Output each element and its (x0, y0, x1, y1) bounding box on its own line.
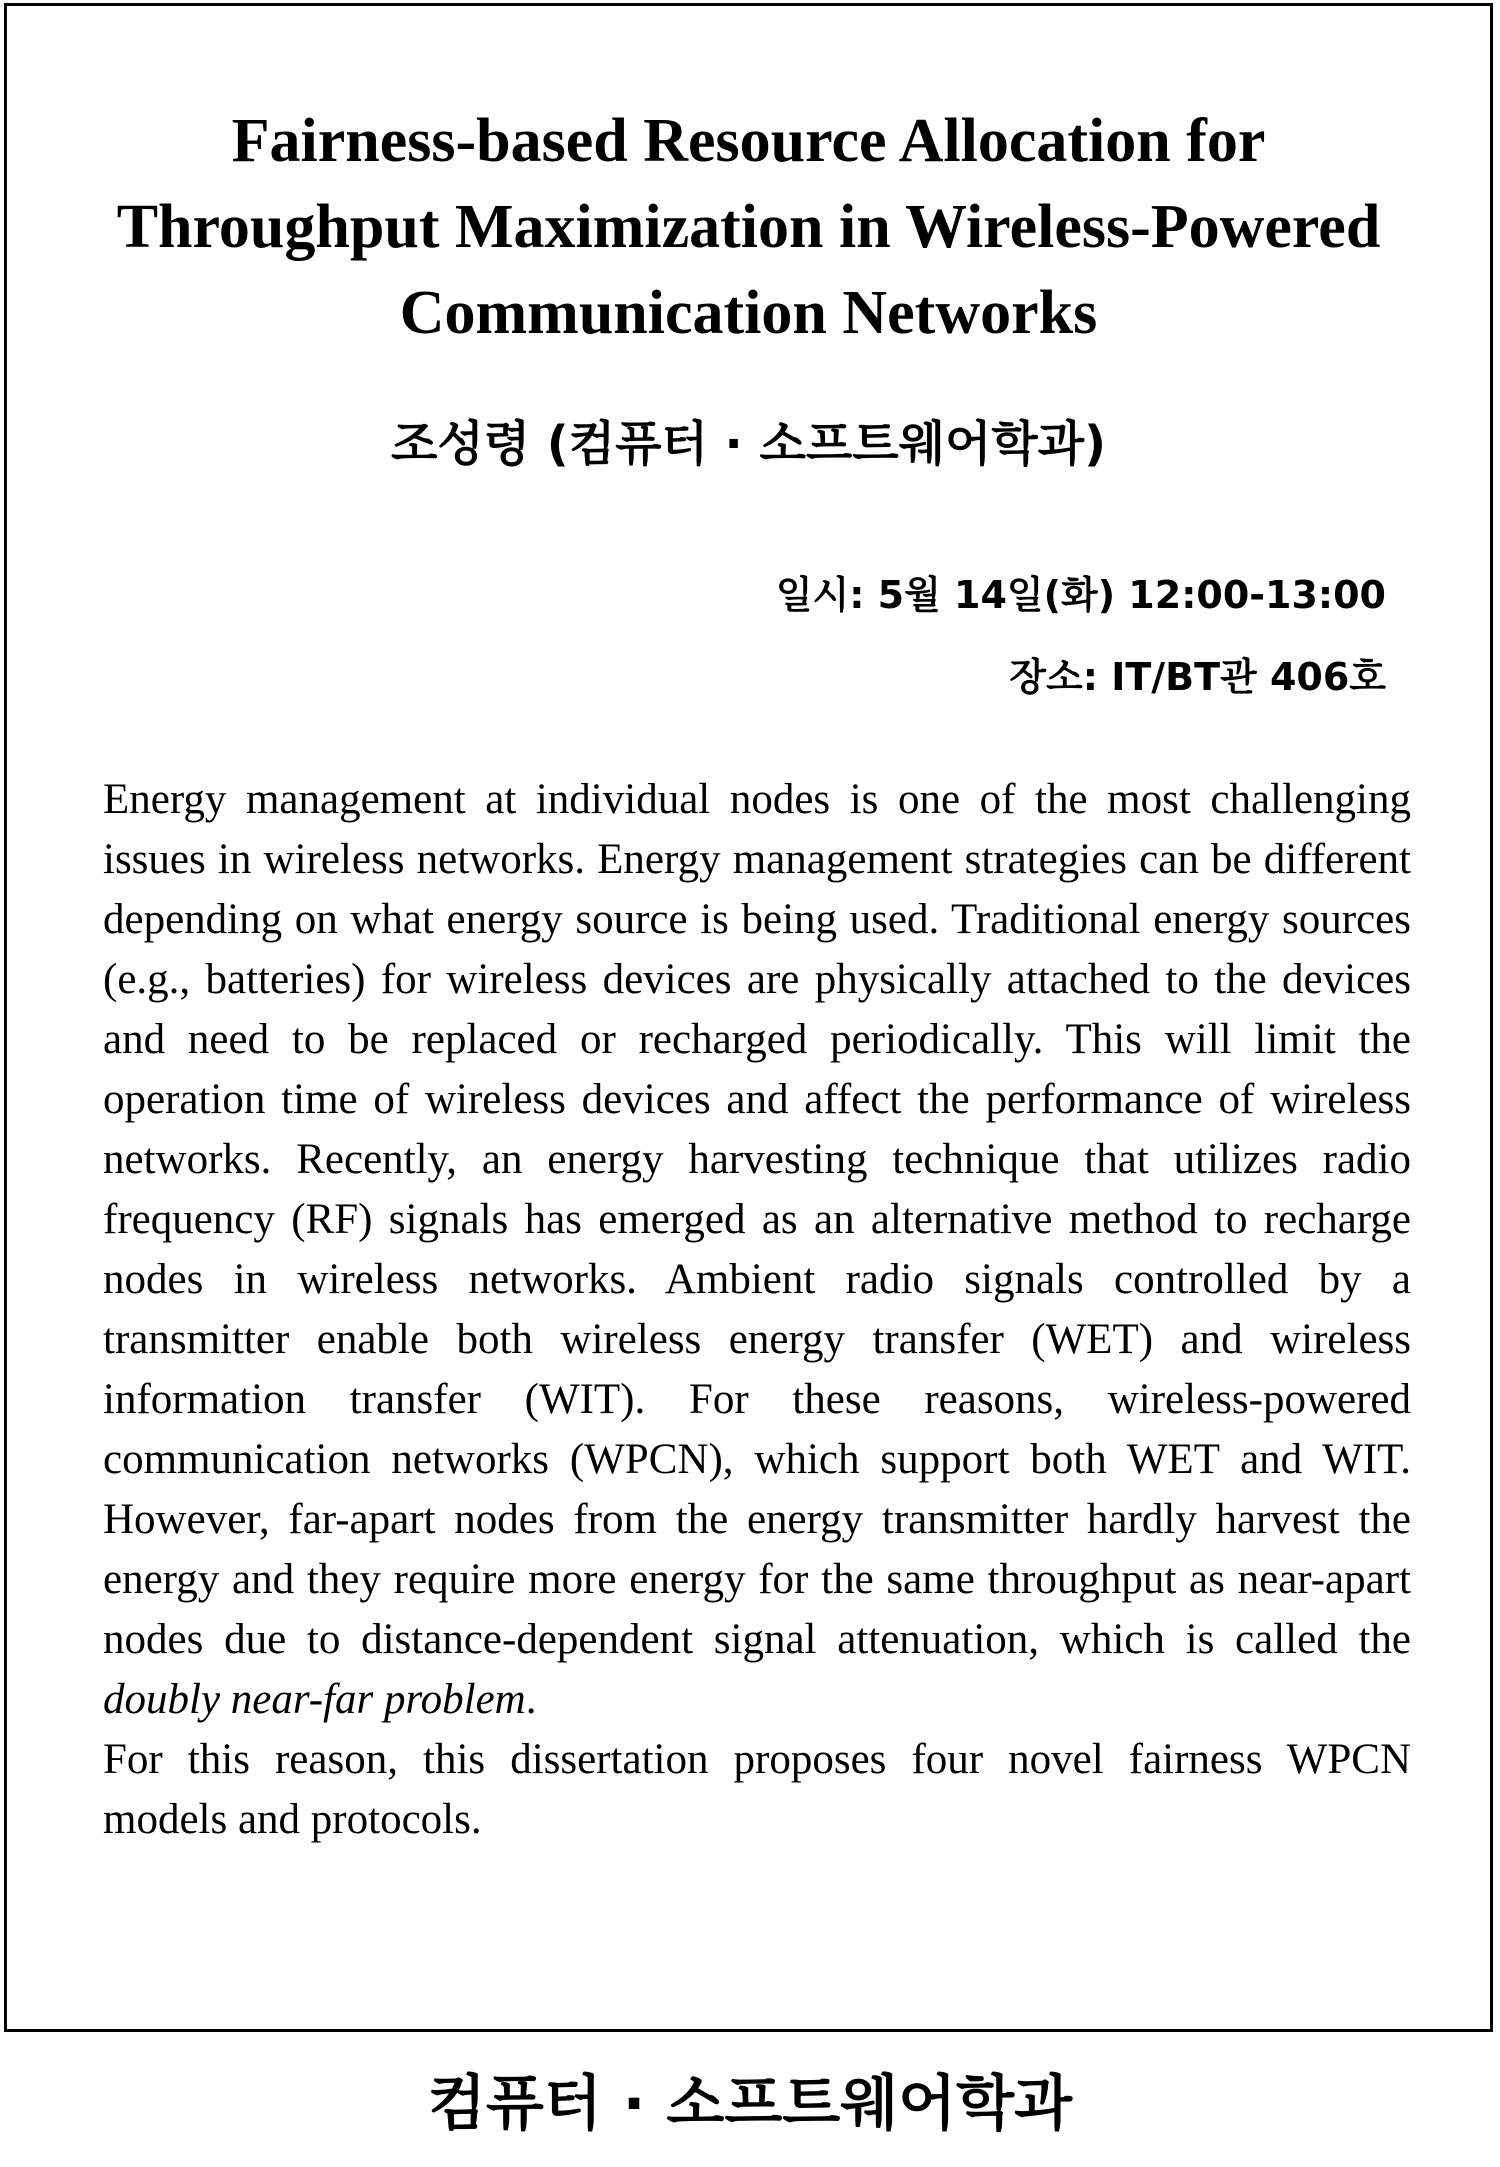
speaker-name: 조성령 (컴퓨터 · 소프트웨어학과) (390, 416, 1107, 472)
abstract (103, 770, 1411, 1850)
abstract-paragraph-2: For this reason, this dissertation proposes four novel fairness WPCN models and protocols. (103, 1736, 1411, 1843)
abstract-paragraph-1-text: Energy management at individual nodes is one of the most challenging issues in wireless networks. Energy management strategies can be different depending on what energy source is being used. Traditional energy sources (e.g., batteries) for wireless devices are physically attached to the devices and need to be replaced or recharged periodically. This will limit the operation time of wireless devices and affect the performance of wireless networks. Recently, an energy harvesting technique that utilizes radio frequency (RF) signals has emerged as an alternative method to recharge nodes in wireless networks. Ambient radio signals controlled by a transmitter enable both wireless energy transfer (WET) and wireless information transfer (WIT). For these reasons, wireless-powered communication networks (WPCN), which support both WET and WIT. However, far-apart nodes from the energy transmitter hardly harvest the energy and they require more energy for the same throughput as near-apart nodes due to distance-dependent signal attenuation, which is called the (103, 776, 1411, 1663)
datetime-label: 일시: (775, 573, 865, 617)
abstract-paragraph-1-end: . (525, 1676, 537, 1723)
abstract-paragraph-1 (103, 770, 1411, 1730)
location-label: 장소: (1009, 655, 1098, 699)
location-row (776, 636, 1386, 718)
department-footer: 컴퓨터 · 소프트웨어학과 (427, 2069, 1073, 2139)
schedule-block (776, 554, 1386, 718)
poster-frame (4, 3, 1493, 2032)
datetime-row (776, 554, 1386, 636)
seminar-title: Fairness-based Resource Allocation for Throughput Maximization in Wireless-Powered Communication Networks (116, 107, 1381, 347)
abstract-emphasis: doubly near-far problem (103, 1676, 526, 1723)
location-value: IT/BT관 406호 (1111, 655, 1386, 699)
datetime-value: 5월 14일(화) 12:00-13:00 (877, 573, 1386, 617)
